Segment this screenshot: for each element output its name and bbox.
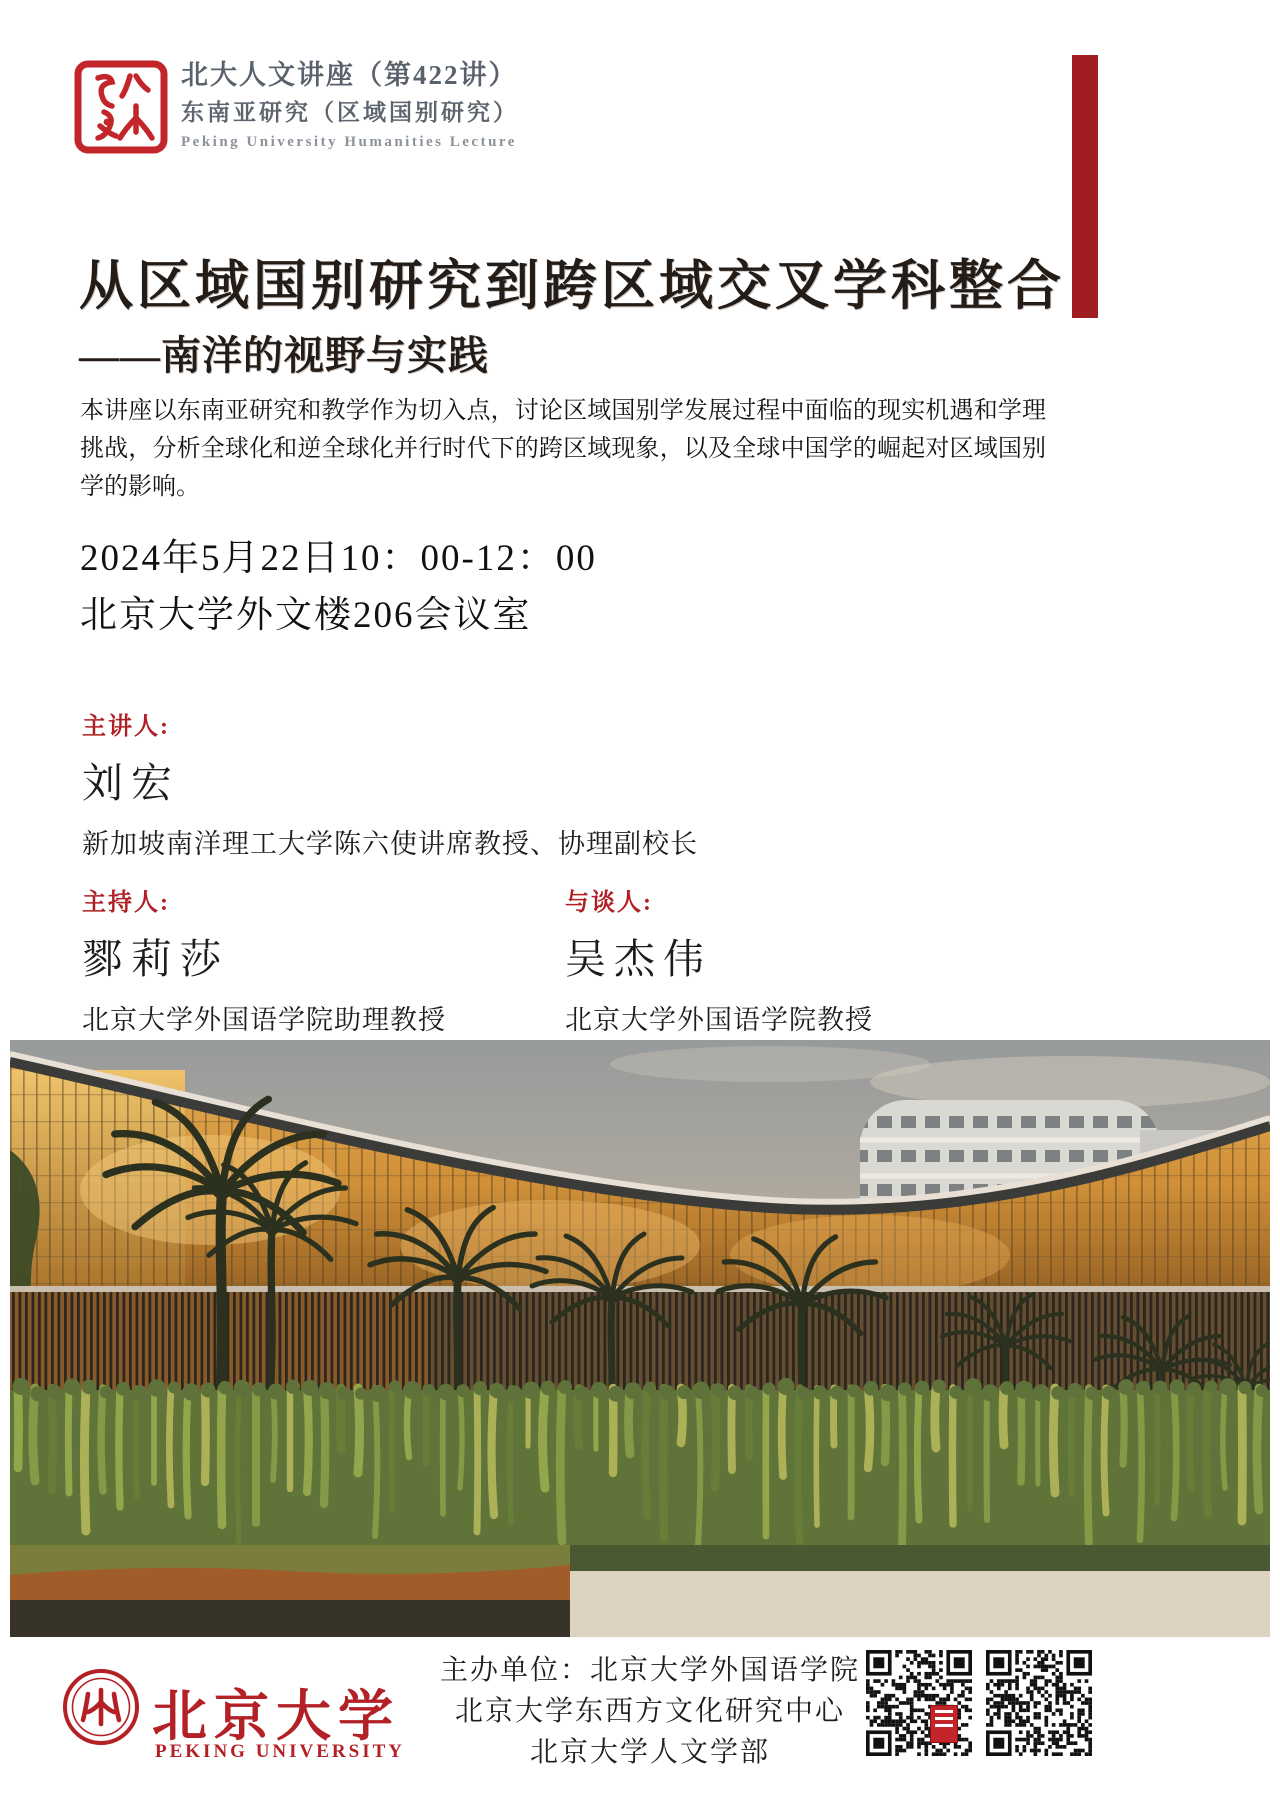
host-label: 主持人: [82,890,170,916]
discussant-name: 吴杰伟 [565,936,712,982]
organizer-line-2: 北京大学东西方文化研究中心 [454,1696,845,1727]
organizer-line-3: 北京大学人文学部 [529,1737,770,1768]
organizer-label: 主办单位： [439,1655,590,1686]
speaker-section [82,706,698,861]
datetime-text: 2024年5月22日10：00-12：00 [80,538,597,579]
host-section [82,882,446,1037]
abstract-text: 本讲座以东南亚研究和教学作为切入点，讨论区域国别学发展过程中面临的现实机遇和学理挑战，分析全球化和逆全球化并行时代下的跨区域现象，以及全球中国学的崛起对区域国别学的影响。 [80,398,1046,500]
campus-photo-art [10,1040,1270,1637]
discussant-affiliation: 北京大学外国语学院教授 [565,1005,873,1035]
qr-code-2 [986,1650,1092,1756]
organizers-block [430,1650,870,1773]
speaker-label: 主讲人: [82,714,170,740]
speaker-affiliation: 新加坡南洋理工大学陈六使讲席教授、协理副校长 [82,829,698,859]
discussant-label: 与谈人: [565,890,653,916]
subject-line: 东南亚研究（区域国别研究） [181,100,519,125]
discussant-section [565,882,873,1037]
english-series-title: Peking University Humanities Lecture [181,134,517,150]
header-text-block [181,62,519,150]
lecture-subtitle: ——南洋的视野与实践 [79,333,489,378]
campus-photo [10,1040,1270,1637]
lecture-title: 从区域国别研究到跨区域交叉学科整合 [79,256,1065,316]
pku-logo-icon [62,1668,140,1746]
venue-text: 北京大学外文楼206会议室 [80,595,532,636]
host-affiliation: 北京大学外国语学院助理教授 [82,1005,446,1035]
host-name: 鄝莉莎 [82,936,229,982]
qr-seal-icon [930,1705,958,1743]
pku-wordmark: 北京大学 [152,1686,401,1747]
pku-wordmark-en: PEKING UNIVERSITY [155,1741,406,1762]
series-title: 北大人文讲座（第422讲） [181,60,518,90]
corner-accent-bar [1072,55,1098,318]
organizer-1: 北京大学外国语学院 [590,1655,861,1686]
humanities-seal-icon [74,60,168,154]
speaker-name: 刘宏 [82,760,180,806]
organizer-line-1 [430,1650,870,1691]
